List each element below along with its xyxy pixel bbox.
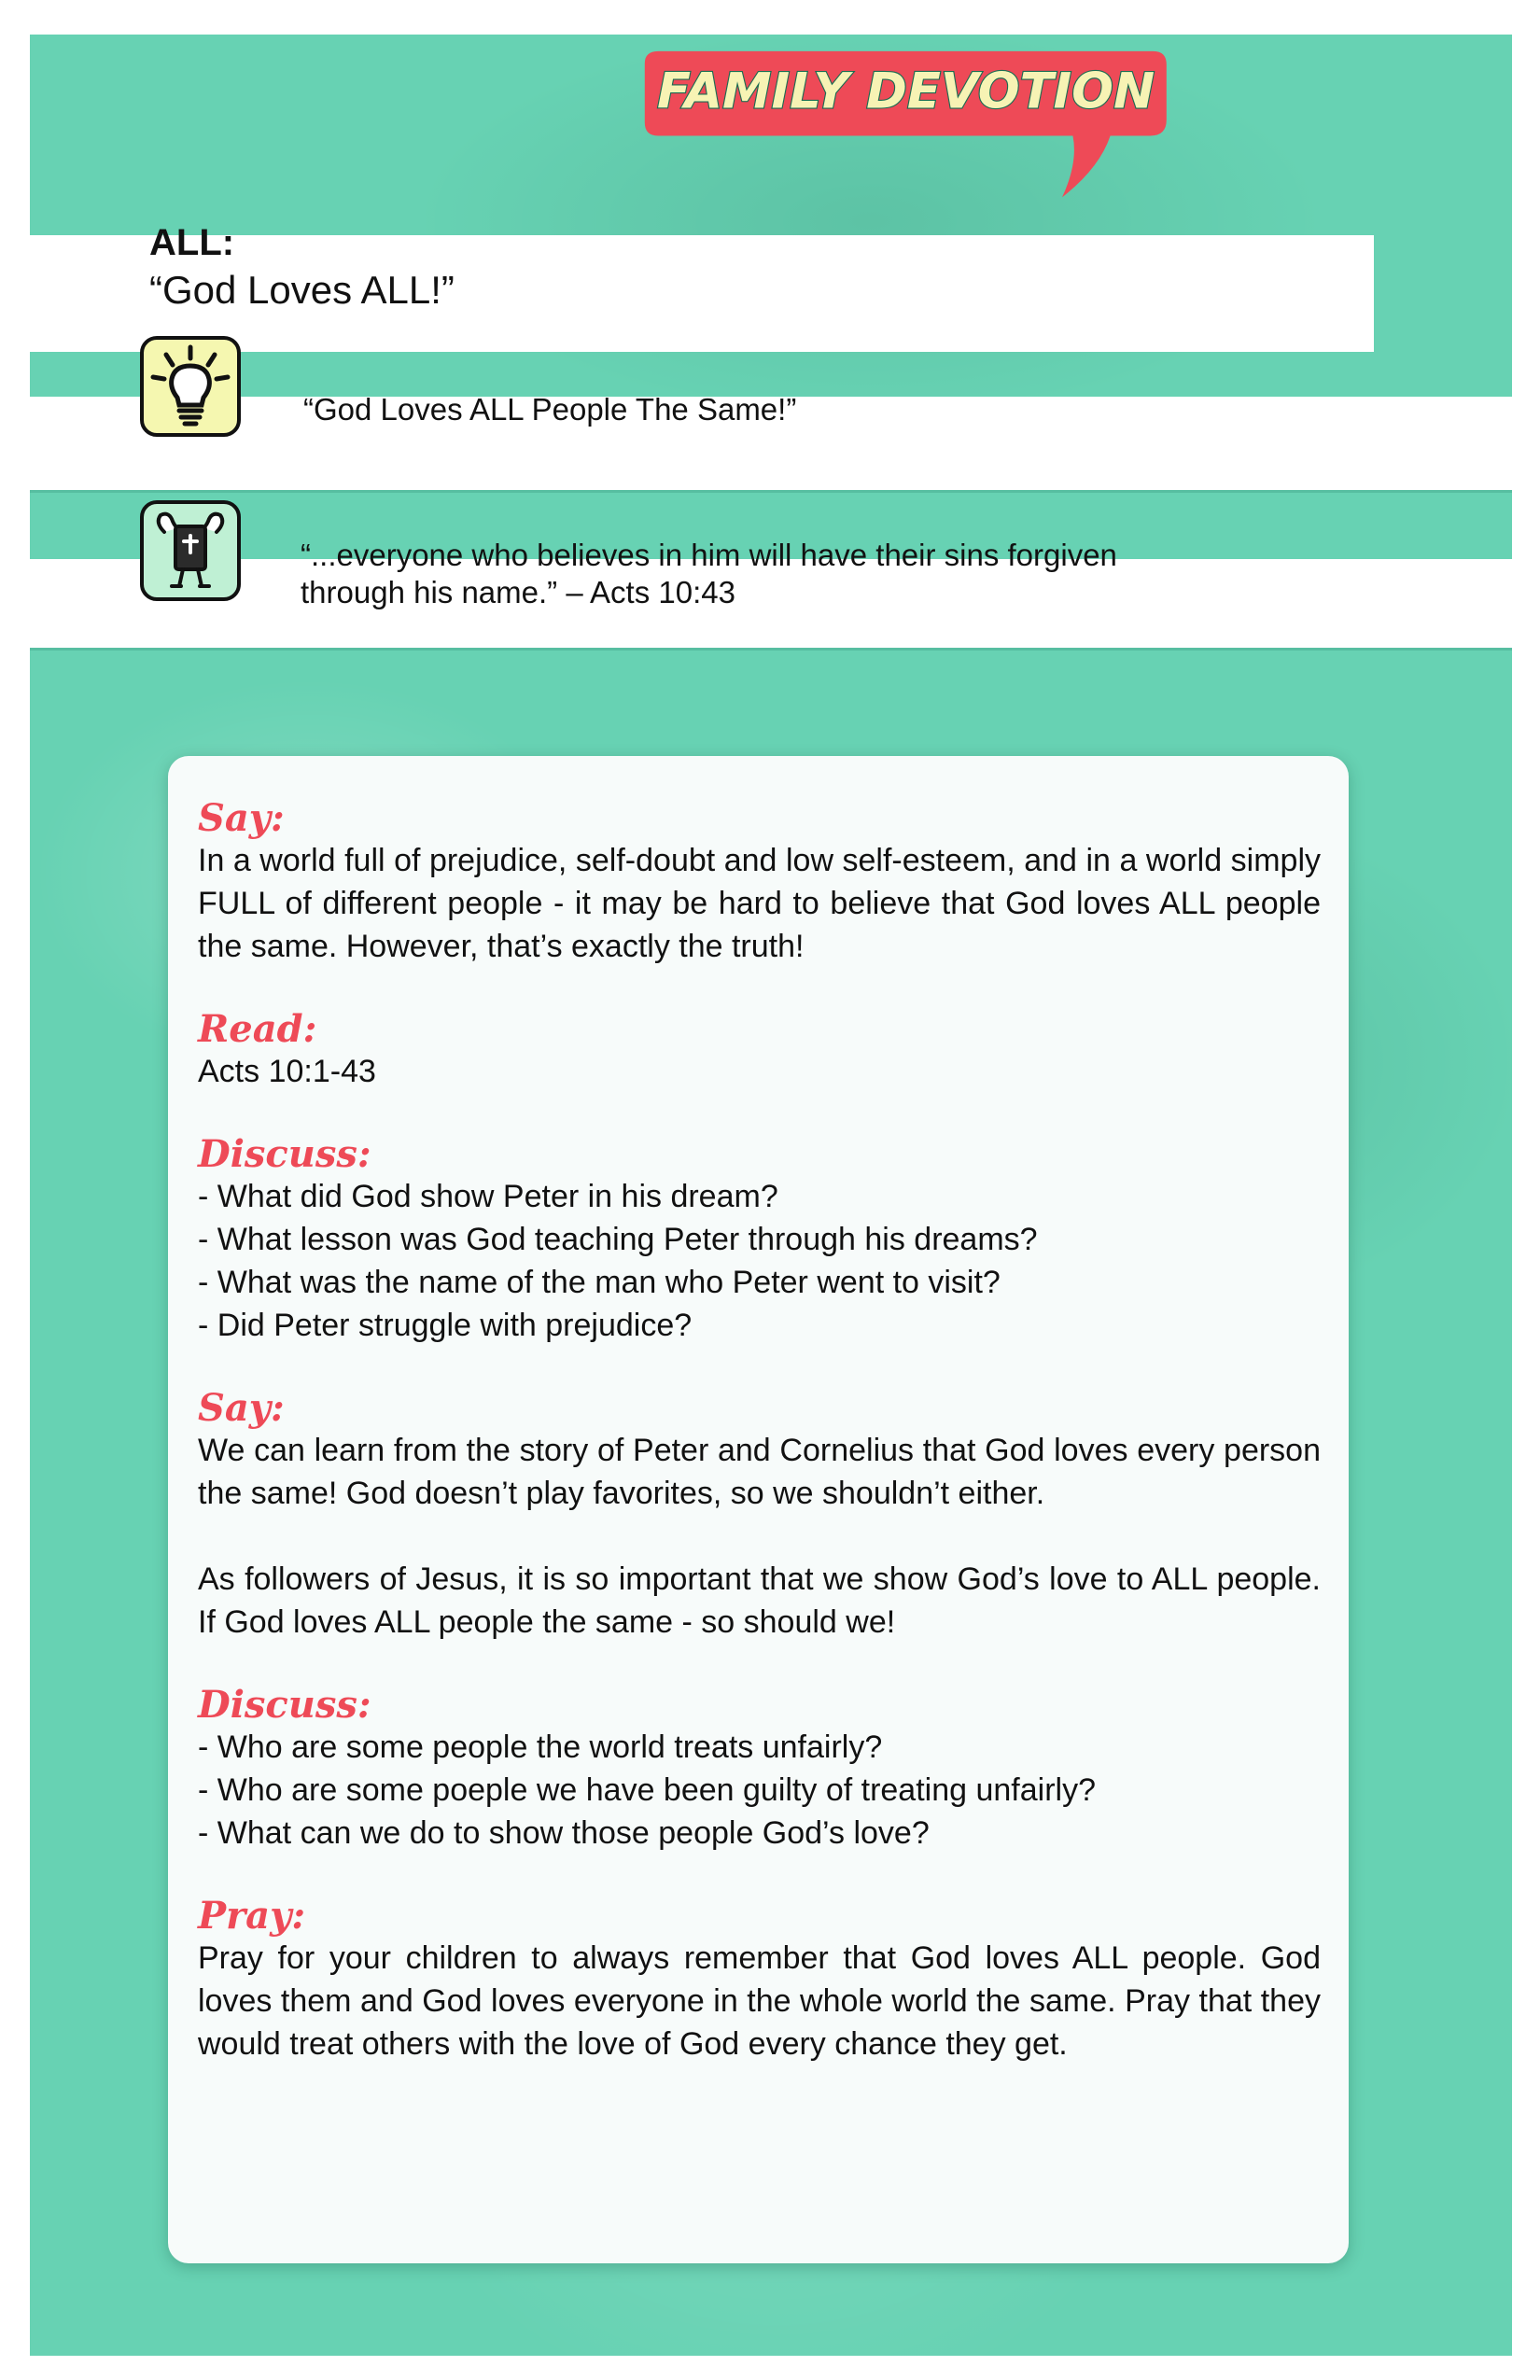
section-heading-say-2: Say: (198, 1386, 285, 1430)
list-item: - What can we do to show those people God’s love? (198, 1815, 930, 1851)
memory-verse (301, 537, 1421, 611)
section-heading-discuss-2: Discuss: (198, 1683, 371, 1727)
discuss-list-2 (198, 1726, 1321, 1855)
pray-paragraph: Pray for your children to always remember that God loves ALL people. God loves them and God loves everyone in the whole world the same. Pray that they would treat others with the love of God every chance they get. (198, 1940, 1321, 2062)
list-item: - Who are some people the world treats unfairly? (198, 1729, 883, 1765)
say-paragraph-3: As followers of Jesus, it is so important that we show God’s love to ALL people. If God loves ALL people the same - so should we! (198, 1561, 1321, 1640)
section-heading-discuss: Discuss: (198, 1132, 371, 1176)
list-item: - What was the name of the man who Peter went to visit? (198, 1265, 1001, 1300)
devotion-content (198, 798, 1321, 2065)
memory-verse-line-2: through his name.” – Acts 10:43 (301, 575, 735, 609)
list-item: - Who are some poeple we have been guilty of treating unfairly? (198, 1772, 1096, 1808)
section-heading-say: Say: (198, 796, 285, 840)
lightbulb-icon (140, 336, 241, 437)
say-paragraph-2: We can learn from the story of Peter and Cornelius that God loves every person the same! God doesn’t play favorites, so we shouldn’t either. (198, 1433, 1321, 1511)
big-idea-text: “God Loves ALL People The Same!” (303, 392, 797, 427)
bible-icon (140, 500, 241, 601)
banner-title: FAMILY DEVOTION (657, 63, 1155, 120)
list-item: - Did Peter struggle with prejudice? (198, 1308, 693, 1343)
family-devotion-banner (426, 45, 1378, 205)
list-item: - What lesson was God teaching Peter through his dreams? (198, 1222, 1038, 1257)
memory-verse-line-1: “...everyone who believes in him will have their sins forgiven (301, 538, 1117, 572)
list-item: - What did God show Peter in his dream? (198, 1179, 778, 1214)
section-heading-read: Read: (198, 1007, 317, 1051)
lesson-title: “God Loves ALL!” (149, 268, 455, 312)
discuss-list (198, 1175, 1321, 1347)
say-paragraph: In a world full of prejudice, self-doubt and low self-esteem, and in a world simply FULL of different people - it may be hard to believe that God loves ALL people the same. However, that’s exactly the truth! (198, 843, 1321, 964)
lesson-label: ALL: (149, 222, 235, 263)
section-heading-pray: Pray: (198, 1894, 306, 1938)
read-paragraph: Acts 10:1-43 (198, 1054, 376, 1089)
